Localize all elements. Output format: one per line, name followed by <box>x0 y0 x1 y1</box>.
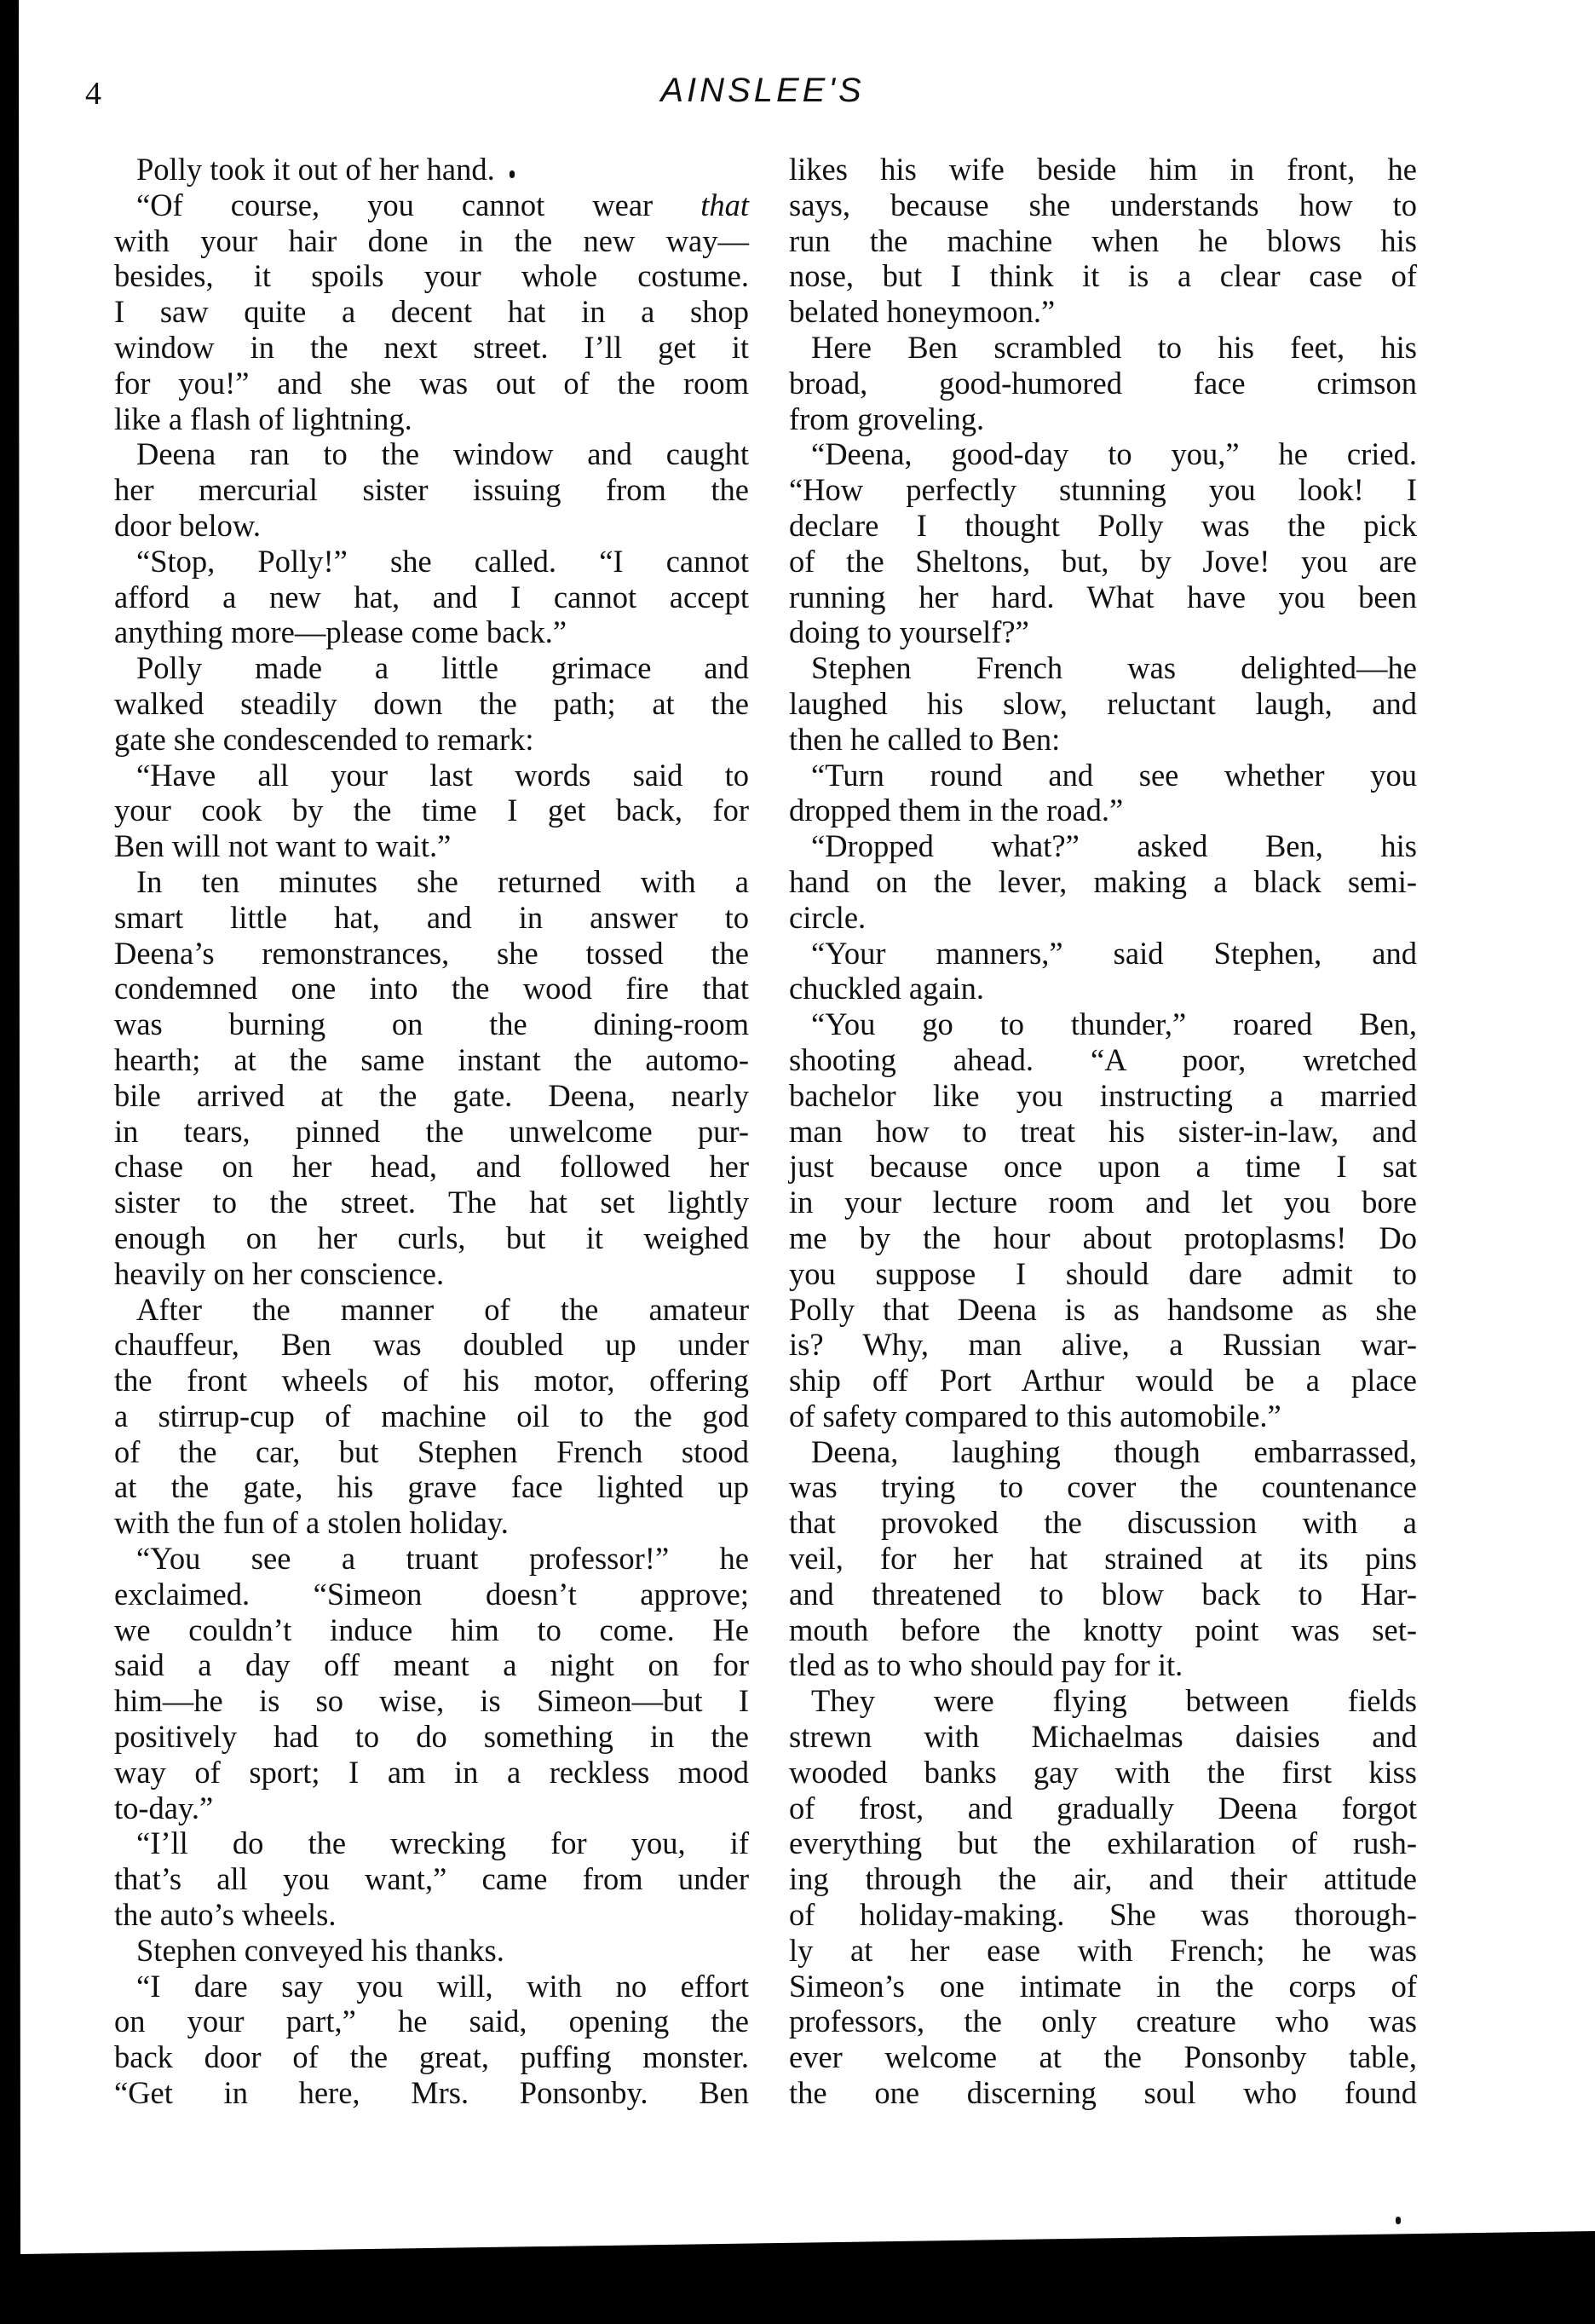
text-line: “Your manners,” said Stephen, and <box>811 935 1417 971</box>
text-line: and threatened to blow back to Har- <box>789 1576 1417 1612</box>
text-line: then he called to Ben: <box>789 721 1061 757</box>
text-line: dropped them in the road.” <box>789 793 1124 828</box>
text-line: hearth; at the same instant the automo- <box>114 1041 749 1077</box>
text-line: ly at her ease with French; he was <box>789 1932 1417 1968</box>
text-line: “Have all your last words said to <box>136 757 749 793</box>
text-line <box>114 187 749 223</box>
text-line: run the machine when he blows his <box>789 222 1417 258</box>
text-line: him—he is so wise, is Simeon—but I <box>114 1683 749 1719</box>
text-line: chase on her head, and followed her <box>114 1149 749 1185</box>
text-line: “Stop, Polly!” she called. “I cannot <box>136 543 749 579</box>
text-line: me by the hour about protoplasms! Do <box>789 1220 1417 1255</box>
text-line: broad, good-humored face crimson <box>789 365 1417 401</box>
text-line: After the manner of the amateur <box>136 1291 749 1327</box>
text-line: way of sport; I am in a reckless mood <box>114 1754 749 1790</box>
text-line: Stephen conveyed his thanks. <box>136 1932 504 1968</box>
text-line: ship off Port Arthur would be a place <box>789 1363 1417 1398</box>
text-line: the auto’s wheels. <box>114 1897 337 1933</box>
text-line: that’s all you want,” came from under <box>114 1861 749 1897</box>
text-line: veil, for her hat strained at its pins <box>789 1541 1417 1577</box>
text-line: likes his wife beside him in front, he <box>789 152 1417 187</box>
text-line: of the car, but Stephen French stood <box>114 1433 749 1469</box>
text-line: afford a new hat, and I cannot accept <box>114 579 749 614</box>
text-line: sister to the street. The hat set lightly <box>114 1185 749 1220</box>
text-line: belated honeymoon.” <box>789 294 1056 330</box>
text-line: door below. <box>114 507 261 543</box>
text-line: from groveling. <box>789 401 985 436</box>
text-line: “Get in here, Mrs. Ponsonby. Ben <box>114 2075 749 2111</box>
text-line: bachelor like you instructing a married <box>789 1077 1417 1113</box>
text-line: tled as to who should pay for it. <box>789 1647 1183 1683</box>
text-line: “Dropped what?” asked Ben, his <box>811 828 1417 864</box>
text-line: circle. <box>789 899 867 935</box>
text-line: that provoked the discussion with a <box>789 1505 1417 1541</box>
text-line: in your lecture room and let you bore <box>789 1185 1417 1220</box>
text-line: “Deena, good-day to you,” he cried. <box>811 436 1417 472</box>
text-line: “I dare say you will, with no effort <box>136 1968 749 2004</box>
text-line: like a flash of lightning. <box>114 401 412 436</box>
text-line: of frost, and gradually Deena forgot <box>789 1790 1417 1825</box>
text-line: I saw quite a decent hat in a shop <box>114 294 749 330</box>
text-line: enough on her curls, but it weighed <box>114 1220 749 1255</box>
text-line: your cook by the time I get back, for <box>114 793 749 828</box>
text-line: of the Sheltons, but, by Jove! you are <box>789 543 1417 579</box>
text-line: Stephen French was delighted—he <box>811 650 1417 686</box>
text-line: mouth before the knotty point was set- <box>789 1612 1417 1647</box>
text-line: Deena’s remonstrances, she tossed the <box>114 935 749 971</box>
text-line: you suppose I should dare admit to <box>789 1255 1417 1291</box>
text-line: positively had to do something in the <box>114 1719 749 1755</box>
text-line: chuckled again. <box>789 971 985 1006</box>
text-line: wooded banks gay with the first kiss <box>789 1754 1417 1790</box>
text-line: They were flying between fields <box>811 1683 1417 1719</box>
text-line: man how to treat his sister-in-law, and <box>789 1113 1417 1149</box>
text-line: in tears, pinned the unwelcome pur- <box>114 1113 749 1149</box>
text-line: doing to yourself?” <box>789 614 1029 650</box>
text-line: window in the next street. I’ll get it <box>114 329 749 365</box>
text-line: back door of the great, puffing monster. <box>114 2039 749 2075</box>
text-line: besides, it spoils your whole costume. <box>114 258 749 294</box>
text-line: In ten minutes she returned with a <box>136 863 749 899</box>
text-line: to-day.” <box>114 1790 214 1825</box>
text-line: Simeon’s one intimate in the corps of <box>789 1968 1417 2004</box>
text-line: anything more—please come back.” <box>114 614 567 650</box>
text-line: “Turn round and see whether you <box>811 757 1417 793</box>
text-line: ever welcome at the Ponsonby table, <box>789 2039 1417 2075</box>
text-line: bile arrived at the gate. Deena, nearly <box>114 1077 749 1113</box>
text-line: walked steadily down the path; at the <box>114 685 749 721</box>
text-line: smart little hat, and in answer to <box>114 899 749 935</box>
left-column <box>114 152 749 2111</box>
text-line: just because once upon a time I sat <box>789 1149 1417 1185</box>
text-line: running her hard. What have you been <box>789 579 1417 614</box>
text-line: Here Ben scrambled to his feet, his <box>811 329 1417 365</box>
text-line: the front wheels of his motor, offering <box>114 1363 749 1398</box>
text-line: Polly took it out of her hand. <box>136 152 495 187</box>
text-line: everything but the exhilaration of rush- <box>789 1825 1417 1861</box>
text-line: of safety compared to this automobile.” <box>789 1398 1281 1433</box>
text-line: ing through the air, and their attitude <box>789 1861 1417 1897</box>
text-line: for you!” and she was out of the room <box>114 365 749 401</box>
text-line: “I’ll do the wrecking for you, if <box>136 1825 749 1861</box>
text-line: Polly made a little grimace and <box>136 650 749 686</box>
text-line: on your part,” he said, opening the <box>114 2004 749 2039</box>
text-line: exclaimed. “Simeon doesn’t approve; <box>114 1576 749 1612</box>
text-line: chauffeur, Ben was doubled up under <box>114 1327 749 1363</box>
text-line: “How perfectly stunning you look! I <box>789 472 1417 508</box>
text-line: “You go to thunder,” roared Ben, <box>811 1006 1417 1042</box>
text-line: professors, the only creature who was <box>789 2004 1417 2039</box>
page-number: 4 <box>85 76 101 112</box>
text-line: says, because she understands how to <box>789 187 1417 222</box>
text-line: the one discerning soul who found <box>789 2075 1417 2111</box>
text-span: “Of course, you cannot wear <box>136 187 701 222</box>
text-line: Ben will not want to wait.” <box>114 828 452 864</box>
ink-speck <box>1396 2217 1401 2224</box>
emphasis-text: that <box>700 187 749 222</box>
text-line: said a day off meant a night on for <box>114 1647 749 1683</box>
text-line: of holiday-making. She was thorough- <box>789 1897 1417 1933</box>
text-line: declare I thought Polly was the pick <box>789 507 1417 543</box>
text-line: with the fun of a stolen holiday. <box>114 1505 509 1541</box>
text-line: “You see a truant professor!” he <box>136 1541 749 1577</box>
text-line: shooting ahead. “A poor, wretched <box>789 1041 1417 1077</box>
running-title: AINSLEE'S <box>660 72 865 109</box>
text-line: we couldn’t induce him to come. He <box>114 1612 749 1647</box>
text-line: condemned one into the wood fire that <box>114 971 749 1006</box>
text-line: a stirrup-cup of machine oil to the god <box>114 1398 749 1433</box>
text-line: heavily on her conscience. <box>114 1255 445 1291</box>
text-line: was trying to cover the countenance <box>789 1469 1417 1505</box>
text-line: Polly that Deena is as handsome as she <box>789 1291 1417 1327</box>
right-column <box>789 152 1417 2111</box>
text-line: was burning on the dining-room <box>114 1006 749 1042</box>
text-line: hand on the lever, making a black semi- <box>789 863 1417 899</box>
text-line: strewn with Michaelmas daisies and <box>789 1719 1417 1755</box>
text-line: gate she condescended to remark: <box>114 721 534 757</box>
text-line: is? Why, man alive, a Russian war- <box>789 1327 1417 1363</box>
text-line: laughed his slow, reluctant laugh, and <box>789 685 1417 721</box>
text-line: at the gate, his grave face lighted up <box>114 1469 749 1505</box>
text-line: nose, but I think it is a clear case of <box>789 258 1417 294</box>
text-line: her mercurial sister issuing from the <box>114 472 749 508</box>
text-line: Deena ran to the window and caught <box>136 436 749 472</box>
text-line: with your hair done in the new way— <box>114 222 749 258</box>
text-line: Deena, laughing though embarrassed, <box>811 1433 1417 1469</box>
